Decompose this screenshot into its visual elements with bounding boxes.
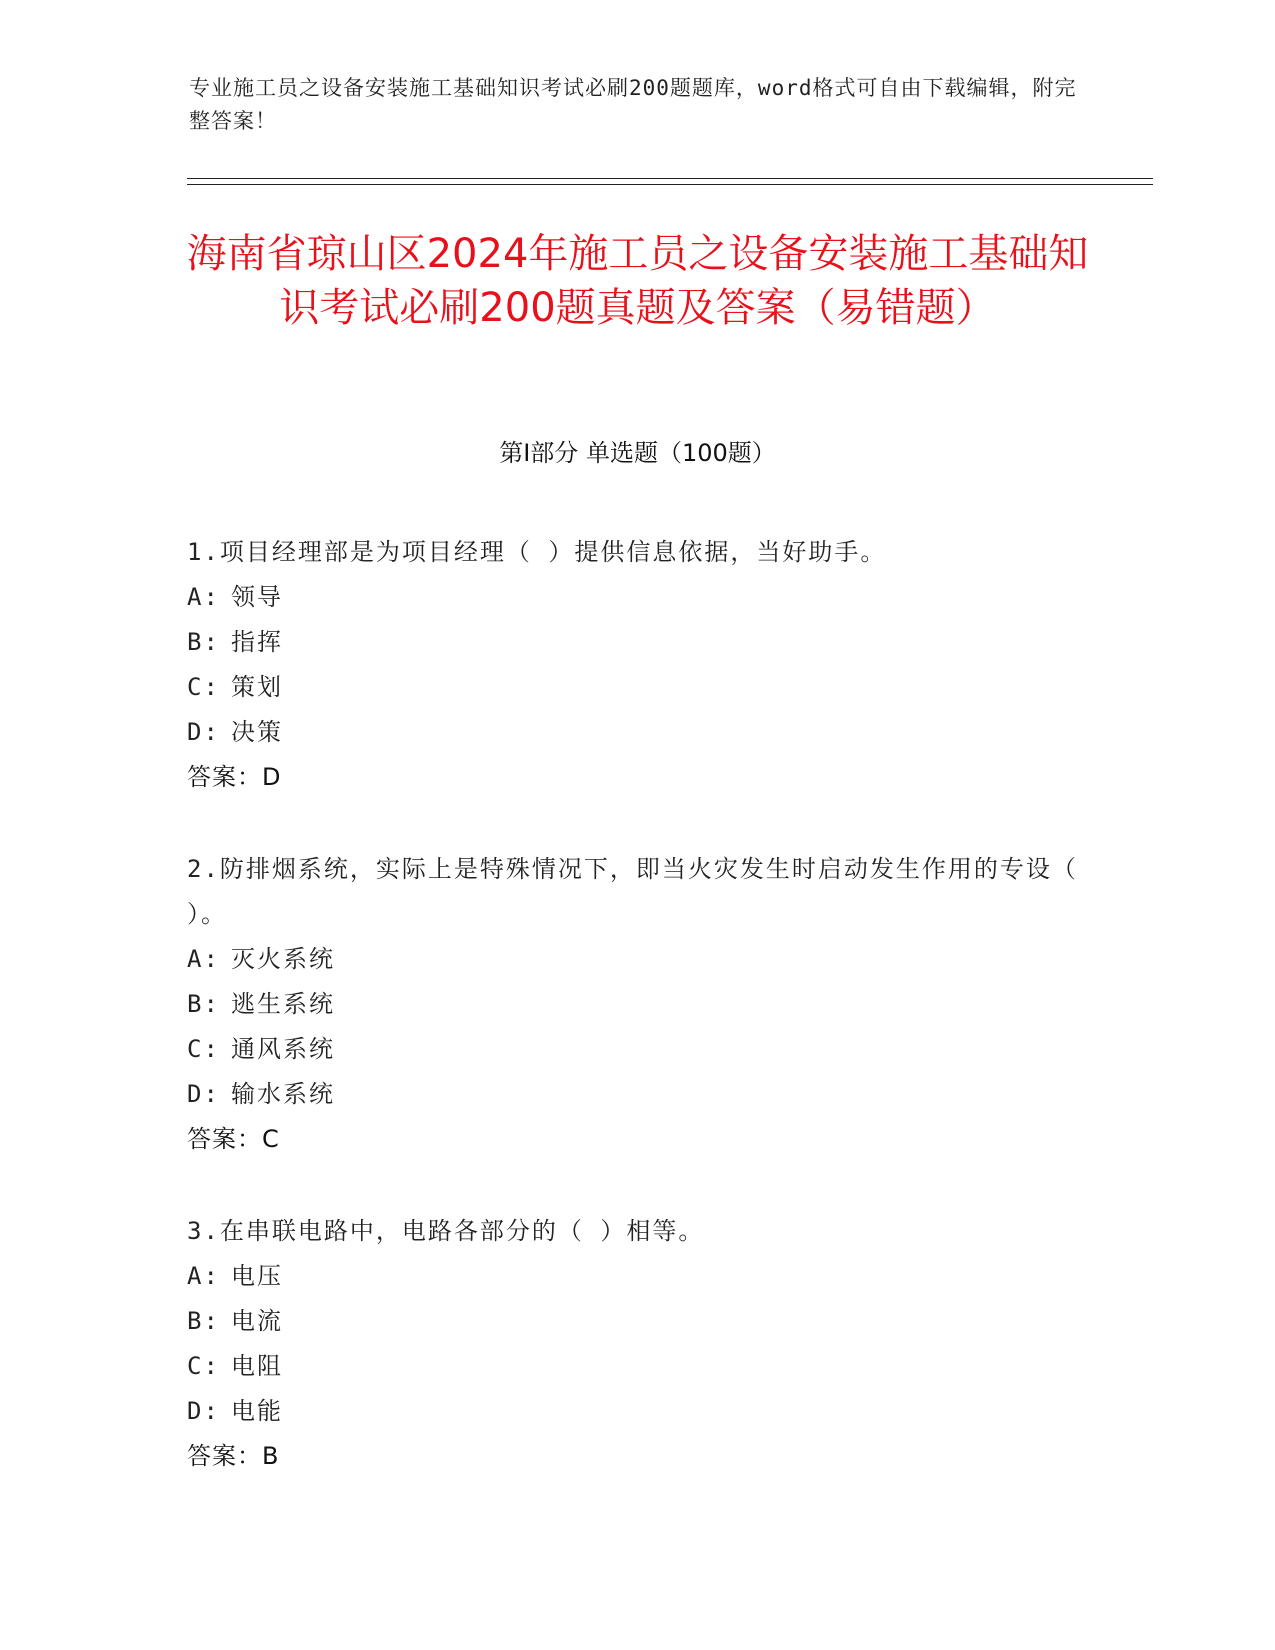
document-title: 海南省琼山区2024年施工员之设备安装施工基础知识考试必刷200题真题及答案（易错题） [186,231,1089,331]
option-text: 电阻 [231,1352,283,1380]
option-letter: C: [187,1035,220,1063]
option-text: 电流 [231,1307,283,1335]
option-text: 指挥 [231,628,283,656]
header-divider-bottom [187,184,1153,185]
option-letter: A: [187,1262,220,1290]
option-c [187,1027,1087,1072]
answer-line: 答案：C [187,1125,280,1153]
option-letter: B: [187,1307,220,1335]
option-letter: C: [187,1352,220,1380]
option-letter: C: [187,673,220,701]
question-stem: 1.项目经理部是为项目经理（ ）提供信息依据，当好助手。 [187,538,887,566]
answer-line: 答案：B [187,1442,280,1470]
question-stem: 3.在串联电路中，电路各部分的（ ）相等。 [187,1217,705,1245]
question-item [187,847,1087,1162]
option-c [187,1344,1087,1389]
answer-line: 答案：D [187,763,282,791]
header-note: 专业施工员之设备安装施工基础知识考试必刷200题题库，word格式可自由下载编辑，附完整答案！ [189,76,1077,133]
option-a [187,937,1087,982]
option-a [187,1254,1087,1299]
option-letter: B: [187,990,220,1018]
option-letter: A: [187,945,220,973]
question-item [187,530,1087,800]
question-item [187,1209,1087,1479]
option-b [187,620,1087,665]
option-d [187,1072,1087,1117]
option-d [187,1389,1087,1434]
option-text: 通风系统 [231,1035,335,1063]
option-b [187,982,1087,1027]
option-c [187,665,1087,710]
option-b [187,1299,1087,1344]
option-d [187,710,1087,755]
option-text: 策划 [231,673,283,701]
option-text: 领导 [231,583,283,611]
option-a [187,575,1087,620]
option-text: 电能 [231,1397,283,1425]
option-letter: D: [187,718,220,746]
question-list [187,530,1087,1526]
section-heading: 第Ⅰ部分 单选题（100题） [499,439,776,467]
option-text: 决策 [231,718,283,746]
option-text: 电压 [231,1262,283,1290]
option-letter: B: [187,628,220,656]
option-letter: D: [187,1080,220,1108]
option-text: 输水系统 [231,1080,335,1108]
option-text: 逃生系统 [231,990,335,1018]
option-text: 灭火系统 [231,945,335,973]
question-stem: 2.防排烟系统，实际上是特殊情况下，即当火灾发生时启动发生作用的专设（ ）。 [187,855,1078,928]
option-letter: A: [187,583,220,611]
option-letter: D: [187,1397,220,1425]
header-divider-top [187,178,1153,179]
